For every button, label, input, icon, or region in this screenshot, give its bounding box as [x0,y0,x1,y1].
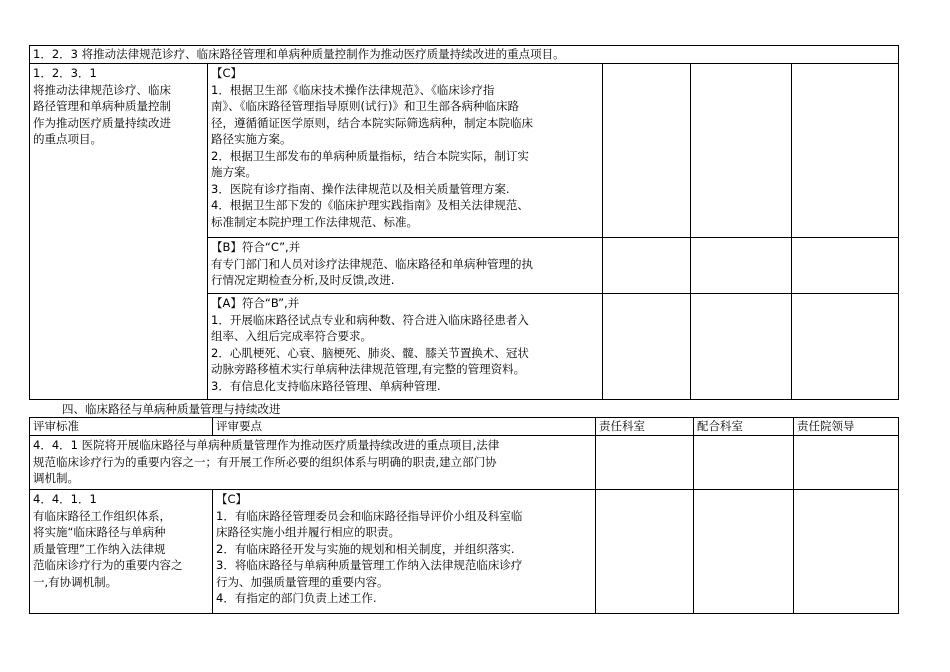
standard-line: 一,有协调机制。 [33,574,118,589]
bottom-standards-table [29,417,899,614]
responsible-leader-cell [794,490,899,614]
standard-cell [30,64,208,400]
level-c-line: 床路径实施小组并履行相应的职责。 [216,525,400,539]
level-b-line: 【B】符合“C”,并 [211,240,301,254]
header-key-points: 评审要点 [213,418,596,436]
header-standard: 评审标准 [30,418,213,436]
standard-line: 将推动法律规范诊疗、临床 [33,82,171,97]
level-c-line: 1．有临床路径管理委员会和临床路径指导评价小组及科室临 [216,508,523,523]
level-a-cell [208,294,603,400]
responsible-leader-cell [792,238,899,294]
article-cell [30,436,596,490]
article-line: 调机制。 [33,471,79,485]
level-a-line: 3．有信息化支持临床路径管理、单病种管理. [211,378,441,393]
header-responsible-dept: 责任科室 [596,418,694,436]
level-a-line: 1．开展临床路径试点专业和病种数、符合进入临床路径患者入 [211,312,529,327]
cooperating-dept-cell [694,490,794,614]
level-c-line: 【C】 [216,492,248,506]
standard-line: 作为推动医疗质量持续改进 [33,115,171,130]
level-c-line: 标准制定本院护理工作法律规范、标准。 [211,214,418,229]
section-title: 四、临床路径与单病种质量管理与持续改进 [62,402,281,416]
standard-line: 有临床路径工作组织体系， [33,508,171,523]
standard-line: 将实施“临床路径与单病种 [33,525,166,539]
standard-line: 1．2．3．1 [33,66,97,80]
cooperating-dept-cell [691,238,792,294]
level-a-line: 【A】符合“B”,并 [211,296,300,310]
level-c-line: 4．根据卫生部下发的《临床护理实践指南》及相关法律规范、 [211,198,529,212]
responsible-dept-cell [603,294,691,400]
level-c-cell [213,490,596,614]
level-b-line: 行情况定期检查分析,及时反馈,改进. [211,273,395,287]
responsible-dept-cell [603,238,691,294]
level-a-line: 2．心肌梗死、心衰、脑梗死、肺炎、髋、膝关节置换术、冠状 [211,345,529,360]
responsible-dept-cell [603,64,691,238]
level-c-line: 1．根据卫生部《临床技术操作法律规范》、《临床诊疗指 [211,82,495,97]
level-c-line: 3．将临床路径与单病种质量管理工作纳入法律规范临床诊疗 [216,558,523,572]
article-heading-text: 1．2．3 将推动法律规范诊疗、临床路径管理和单病种质量控制作为推动医疗质量持续改进的重点项目。 [33,47,565,61]
standard-line: 范临床诊疗行为的重要内容之 [33,558,183,572]
header-cooperating-dept: 配合科室 [694,418,794,436]
header-responsible-leader: 责任院领导 [794,418,899,436]
level-a-line: 动脉旁路移植术实行单病种法律规范管理,有完整的管理资料。 [211,362,526,376]
level-c-line: 3．医院有诊疗指南、操作法律规范以及相关质量管理方案. [211,181,510,196]
standard-line: 的重点项目。 [33,132,102,146]
responsible-leader-cell [794,436,899,490]
responsible-leader-cell [792,294,899,400]
level-a-line: 组率、入组后完成率符合要求。 [211,329,372,343]
level-c-line: 径，遵循循证医学原则，结合本院实际筛选病种，制定本院临床 [211,115,533,130]
article-line: 规范临床诊疗行为的重要内容之一；有开展工作所必要的组织体系与明确的职责,建立部门协 [33,454,497,469]
standard-line: 4．4．1．1 [33,492,97,506]
responsible-dept-cell [596,436,694,490]
level-c-line: 南》、《临床路径管理指导原则(试行)》和卫生部各病种临床路 [211,99,519,113]
responsible-leader-cell [792,64,899,238]
article-heading [30,46,899,64]
responsible-dept-cell [596,490,694,614]
cooperating-dept-cell [694,436,794,490]
standard-cell [30,490,213,614]
level-c-line: 行为、加强质量管理的重要内容。 [216,574,389,589]
level-c-line: 4．有指定的部门负责上述工作. [216,591,377,605]
level-c-line: 【C】 [211,66,243,80]
cooperating-dept-cell [691,64,792,238]
level-c-line: 2．有临床路径开发与实施的规划和相关制度，并组织落实. [216,541,515,556]
level-c-line: 路径实施方案。 [211,132,292,146]
level-c-line: 2．根据卫生部发布的单病种质量指标，结合本院实际，制订实 [211,148,529,163]
level-b-line: 有专门部门和人员对诊疗法律规范、临床路径和单病种管理的执 [211,256,533,271]
level-c-cell [208,64,603,238]
article-line: 4．4．1 医院将开展临床路径与单病种质量管理作为推动医疗质量持续改进的重点项目,法律 [33,438,500,452]
level-c-line: 施方案。 [211,165,257,179]
level-b-cell [208,238,603,294]
top-standards-table [29,45,899,400]
standard-line: 质量管理”工作纳入法律规 [33,541,166,556]
cooperating-dept-cell [691,294,792,400]
standard-line: 路径管理和单病种质量控制 [33,99,171,113]
